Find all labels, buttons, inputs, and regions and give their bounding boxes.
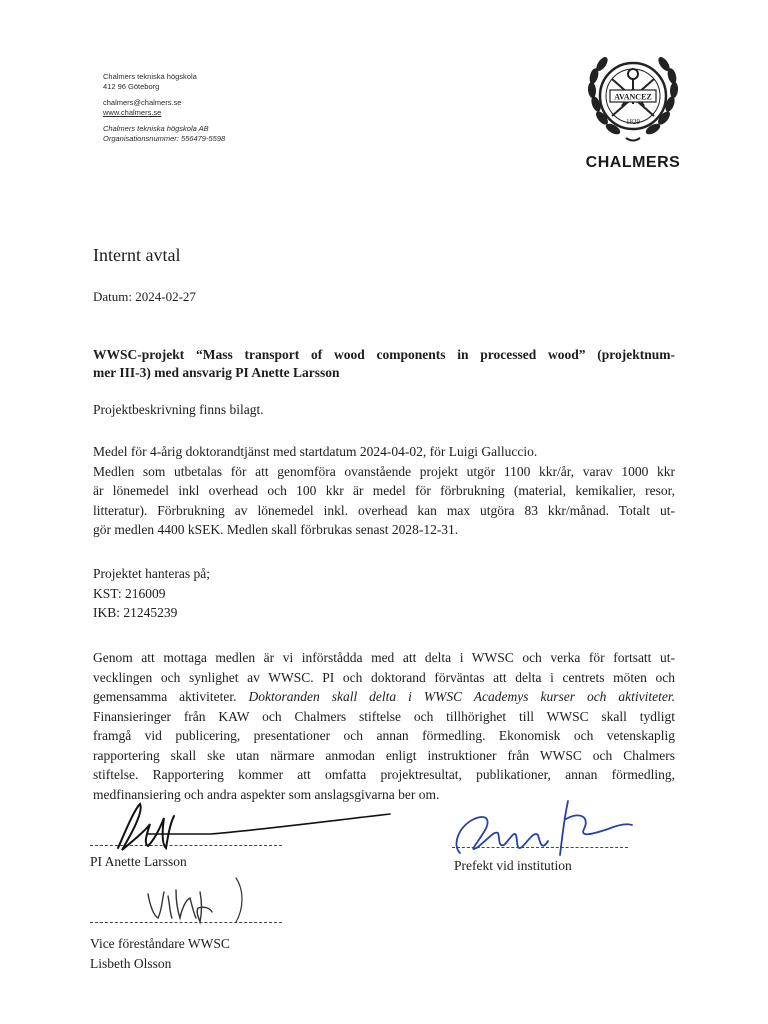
paragraph-line: stiftelse. Rapportering kommer att omfatta projektresultat, publikationer, annan förmedling,	[93, 767, 675, 782]
paragraph-accounts	[93, 564, 675, 623]
paragraph-italic-text: Doktoranden skall delta i WWSC Academys kurser och aktiviteter.	[248, 689, 675, 704]
paragraph-line: är lönemedel inkl overhead och 100 kkr är medel för förbrukning (material, kemikalier, resor,	[93, 483, 675, 498]
paragraph-line: IKB: 21245239	[93, 605, 178, 620]
document-date: Datum: 2024-02-27	[93, 289, 196, 304]
paragraph-attachment	[93, 400, 675, 420]
chalmers-logo	[574, 44, 692, 172]
chalmers-wordmark: CHALMERS	[585, 154, 681, 171]
sender-address-block	[103, 72, 225, 143]
paragraph-line: rapportering skall ske utan närmare anmodan enligt instruktioner från WWSC och Chalmers	[93, 747, 675, 763]
handwritten-signature-prefect	[448, 795, 648, 865]
paragraph-line: Medel för 4-årig doktorandtjänst med startdatum 2024-04-02, för Luigi Galluccio.	[93, 444, 538, 459]
paragraph-line: medfinansiering och andra aspekter som anslagsgivarna ber om.	[93, 786, 440, 802]
signature-label-prefect: Prefekt vid institution	[454, 858, 572, 873]
paragraph-line: KST: 216009	[93, 585, 166, 601]
signature-label-pi: PI Anette Larsson	[90, 854, 187, 869]
paragraph-line: framgå vid publicering, presentationer och annan förmedling. Ekonomisk och vetenskaplig	[93, 728, 675, 743]
seal-motto: AVANCEZ	[614, 92, 652, 102]
sender-org-name: Chalmers tekniska högskola	[103, 72, 197, 81]
paragraph-line: Finansieringer från KAW och Chalmers stiftelse och tillhörighet till WWSC skall tydligt	[93, 708, 675, 724]
paragraph-text: gemensamma aktiviteter.	[93, 689, 249, 704]
paragraph-text: Projektbeskrivning finns bilagt.	[93, 402, 264, 417]
sender-org-number: Organisationsnummer: 556479-5598	[103, 133, 226, 143]
sender-postal: 412 96 Göteborg	[103, 81, 160, 91]
paragraph-funding	[93, 442, 675, 540]
document-title: Internt avtal	[93, 245, 181, 265]
heading-line-1: WWSC-projekt “Mass transport of wood components in processed wood” (projektnum-	[93, 347, 675, 362]
signature-name-vice: Lisbeth Olsson	[90, 956, 172, 971]
heading-line-2: mer III-3) med ansvarig PI Anette Larsson	[93, 365, 340, 380]
paragraph-line: gör medlen 4400 kSEK. Medlen skall förbrukas senast 2028-12-31.	[93, 522, 459, 537]
sender-email[interactable]: chalmers@chalmers.se	[103, 98, 182, 107]
paragraph-line: litteratur). Förbrukning av lönemedel inkl. overhead kan max utgöra 83 kkr/månad. Totalt ut-	[93, 502, 675, 518]
paragraph-line: Projektet hanteras på;	[93, 566, 210, 581]
signature-label-vice: Vice föreståndare WWSC	[90, 936, 230, 951]
handwritten-signature-vice	[140, 872, 260, 927]
paragraph-line: Genom att mottaga medlen är vi införstådda med att delta i WWSC och verka för fortsatt ut-	[93, 650, 675, 665]
sender-company: Chalmers tekniska högskola AB	[103, 124, 209, 133]
paragraph-obligations	[93, 648, 675, 804]
paragraph-line	[93, 687, 675, 707]
chalmers-seal-icon	[582, 44, 684, 150]
project-heading	[93, 346, 675, 382]
paragraph-line: vecklingen och synlighet av WWSC. PI och doktorand förväntas att delta i centrets möten och	[93, 669, 675, 685]
seal-year: 1829	[626, 118, 640, 126]
paragraph-line: Medlen som utbetalas för att genomföra ovanstående projekt utgör 1100 kkr/år, varav 1000 kkr	[93, 463, 675, 479]
sender-website[interactable]: www.chalmers.se	[103, 107, 162, 117]
handwritten-signature-pi	[100, 800, 400, 860]
